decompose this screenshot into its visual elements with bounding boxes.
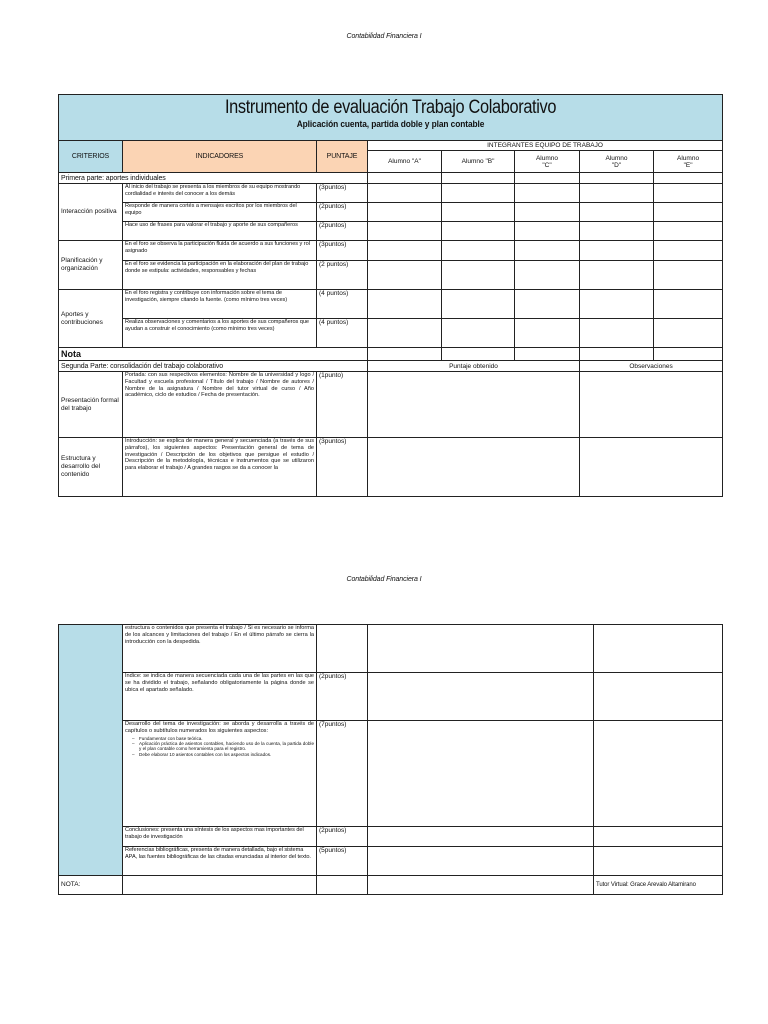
puntaje-cell: (7puntos) (317, 721, 368, 827)
score-cell[interactable] (515, 241, 580, 261)
score-cell[interactable] (515, 203, 580, 222)
puntaje-cell: (3puntos) (317, 184, 368, 203)
column-header-alumno-c (515, 151, 580, 173)
score-cell[interactable] (368, 241, 442, 261)
score-cell[interactable] (654, 184, 723, 203)
puntaje-obtenido-cell[interactable] (368, 438, 580, 497)
criterio-continuation-cell (59, 625, 123, 876)
score-cell[interactable] (515, 319, 580, 348)
observaciones-cell[interactable] (594, 673, 723, 721)
tutor-virtual: Tutor Virtual: Grace Arevalo Altamirano (594, 876, 723, 895)
score-cell[interactable] (442, 261, 515, 290)
column-header-observaciones: Observaciones (580, 361, 723, 372)
score-cell[interactable] (368, 184, 442, 203)
column-header-alumno-d (580, 151, 654, 173)
score-cell[interactable] (580, 348, 654, 361)
puntaje-cell: (2 puntos) (317, 261, 368, 290)
score-cell[interactable] (442, 348, 515, 361)
score-cell[interactable] (580, 241, 654, 261)
observaciones-cell[interactable] (594, 847, 723, 876)
indicador-cell: Portada: con sus respectivos elementos: Nombre de la universidad y logo / Facultad y escuela profesional / Título del trabajo / Nombre de autores / Nombre de la asignatura / Nombre del tutor virtual de curso / Año académico, ciclo de estudios / Fecha de presentación. (123, 372, 317, 438)
puntaje-cell: (4 puntos) (317, 319, 368, 348)
running-header: Contabilidad Financiera I (346, 576, 422, 583)
bullet-item: – Debe elaborar 10 asientos contables con los aspectos indicados. (133, 752, 314, 757)
score-cell[interactable] (654, 348, 723, 361)
score-cell[interactable] (368, 348, 442, 361)
score-cell[interactable] (515, 261, 580, 290)
alumno-c-label: Alumno (535, 154, 559, 162)
indicador-desarrollo-text: Desarrollo del tema de investigación: se aborda y desarrolla a través de capítulos o subtítulos numerados los siguientes aspectos: (125, 721, 314, 734)
nota-final-cell[interactable] (123, 876, 317, 895)
observaciones-cell[interactable] (594, 827, 723, 847)
indicador-cell-desarrollo (123, 721, 317, 827)
criterio-aportes: Aportes y contribuciones (59, 290, 123, 348)
document-title: Instrumento de evaluación Trabajo Colaborativo (224, 97, 557, 118)
criterio-estructura-desarrollo: Estructura y desarrollo del contenido (59, 438, 123, 497)
score-cell[interactable] (654, 203, 723, 222)
bullet-item: – Aplicación práctica de asientos contables, haciendo uso de la cuenta, la partida doble y el plan contable como herramienta para el registro. (133, 741, 314, 752)
column-header-indicadores: INDICADORES (123, 141, 317, 173)
score-cell[interactable] (654, 261, 723, 290)
indicador-cell: Realiza observaciones y comentarios a los aportes de sus compañeros que ayudan a construir el conocimiento (como mínimo tres veces) (123, 319, 317, 348)
bullet-item: – Fundamentar con base teórica. (133, 736, 314, 741)
puntaje-cell: (5puntos) (317, 847, 368, 876)
evaluation-table-page2 (58, 624, 723, 895)
score-cell[interactable] (654, 319, 723, 348)
document-title-block (59, 95, 723, 141)
column-header-integrantes: INTEGRANTES EQUIPO DE TRABAJO (368, 141, 723, 151)
desarrollo-bullet-list (133, 736, 314, 758)
indicador-cell: En el foro se observa la participación fluida de acuerdo a sus funciones y rol asignado (123, 241, 317, 261)
score-cell[interactable] (368, 319, 442, 348)
puntaje-obtenido-cell[interactable] (368, 625, 594, 673)
indicador-cell: Conclusiones: presenta una síntesis de los aspectos mas importantes del trabajo de investigación (123, 827, 317, 847)
score-cell[interactable] (580, 319, 654, 348)
indicador-cell: Referencias bibliográficas, presenta de manera detallada, bajo el sistema APA, las fuentes bibliográficas de las citadas enunciadas al interior del texto. (123, 847, 317, 876)
puntaje-cell: (2puntos) (317, 673, 368, 721)
alumno-d-label: Alumno (605, 154, 628, 162)
column-header-criterios: CRITERIOS (59, 141, 123, 173)
criterio-presentacion-formal: Presentación formal del trabajo (59, 372, 123, 438)
puntaje-cell: (1punto) (317, 372, 368, 438)
score-cell[interactable] (580, 222, 654, 241)
alumno-e-label: Alumno (677, 154, 700, 162)
indicador-cell: Responde de manera cortés a mensajes escritos por los miembros del equipo (123, 203, 317, 222)
score-cell[interactable] (580, 261, 654, 290)
nota-label: Nota (59, 348, 368, 361)
puntaje-obtenido-cell[interactable] (368, 721, 594, 827)
observaciones-cell[interactable] (594, 721, 723, 827)
column-header-alumno-b: Alumno "B" (442, 151, 515, 173)
nota-final-label: NOTA: (59, 876, 123, 895)
score-cell[interactable] (442, 203, 515, 222)
indicador-cell: Índice: se indica de manera secuenciada cada una de las partes en las que se ha dividido el trabajo, señalando obligatoriamente la página donde se ubica el apartado señalado. (123, 673, 317, 721)
indicador-cell: Introducción: se explica de manera general y secuenciada (a través de sus párrafos), los siguientes aspectos: Presentación general de tema de investigación / Descripción de los objetivos que persigue el estudio / Descripción de la metodología, técnicas e instrumentos que se utilizaron para elaborar el trabajo / A grandes rasgos se da a conocer la (123, 438, 317, 497)
section-title-part2: Segunda Parte: consolidación del trabajo colaborativo (59, 361, 368, 372)
puntaje-cell: (2puntos) (317, 203, 368, 222)
score-cell[interactable] (654, 241, 723, 261)
observaciones-cell[interactable] (580, 372, 723, 438)
evaluation-table-page1 (58, 94, 723, 497)
column-header-alumno-e (654, 151, 723, 173)
puntaje-obtenido-cell[interactable] (368, 847, 594, 876)
puntaje-cell (317, 625, 368, 673)
score-cell[interactable] (442, 290, 515, 319)
criterio-interaccion-positiva: Interacción positiva (59, 184, 123, 241)
puntaje-cell: (2puntos) (317, 222, 368, 241)
score-cell[interactable] (515, 222, 580, 241)
score-cell[interactable] (368, 290, 442, 319)
score-cell[interactable] (368, 222, 442, 241)
score-cell[interactable] (580, 203, 654, 222)
puntaje-obtenido-cell[interactable] (368, 673, 594, 721)
score-cell[interactable] (442, 184, 515, 203)
puntaje-cell: (4 puntos) (317, 290, 368, 319)
score-cell[interactable] (654, 222, 723, 241)
puntaje-cell: (3puntos) (317, 438, 368, 497)
score-cell[interactable] (442, 241, 515, 261)
score-cell[interactable] (368, 261, 442, 290)
observaciones-cell[interactable] (580, 438, 723, 497)
column-header-puntaje: PUNTAJE (317, 141, 368, 173)
puntaje-cell: (2puntos) (317, 827, 368, 847)
indicador-cell: Hace uso de frases para valorar el trabajo y aporte de sus compañeros (123, 222, 317, 241)
puntaje-obtenido-cell[interactable] (368, 827, 594, 847)
nota-final-puntaje-cell[interactable] (317, 876, 368, 895)
puntaje-obtenido-cell[interactable] (368, 372, 580, 438)
alumno-d-letter: "D" (611, 161, 622, 169)
observaciones-cell[interactable] (594, 625, 723, 673)
indicador-cell: Al inicio del trabajo se presenta a los miembros de su equipo mostrando cordialidad e interés del conocer a los demás (123, 184, 317, 203)
indicador-cell: En el foro se evidencia la participación en la elaboración del plan de trabajo donde se estipula: actividades, responsables y fechas (123, 261, 317, 290)
score-cell[interactable] (580, 290, 654, 319)
nota-final-obtenido-cell[interactable] (368, 876, 594, 895)
score-cell[interactable] (442, 222, 515, 241)
column-header-alumno-a: Alumno "A" (368, 151, 442, 173)
score-cell[interactable] (654, 290, 723, 319)
score-cell[interactable] (580, 184, 654, 203)
score-cell[interactable] (442, 319, 515, 348)
alumno-e-letter: "E" (683, 161, 693, 169)
score-cell[interactable] (515, 348, 580, 361)
running-header: Contabilidad Financiera I (346, 33, 422, 40)
criterio-planificacion: Planificación y organización (59, 241, 123, 290)
column-header-puntaje-obtenido: Puntaje obtenido (368, 361, 580, 372)
indicador-cell: En el foro registra y contribuye con información sobre el tema de investigación, siempre citando la fuente. (como mínimo tres veces) (123, 290, 317, 319)
indicador-cell: estructura o contenidos que presenta el trabajo / Si es necesario se informa de los alcances y limitaciones del trabajo / En el último párrafo se cierra la introducción con la despedida. (123, 625, 317, 673)
alumno-c-letter: "C" (542, 161, 552, 169)
score-cell[interactable] (368, 203, 442, 222)
score-cell[interactable] (515, 290, 580, 319)
section-title-part1: Primera parte: aportes individuales (59, 173, 368, 184)
puntaje-cell: (3puntos) (317, 241, 368, 261)
document-subtitle: Aplicación cuenta, partida doble y plan contable (296, 119, 485, 130)
score-cell[interactable] (515, 184, 580, 203)
